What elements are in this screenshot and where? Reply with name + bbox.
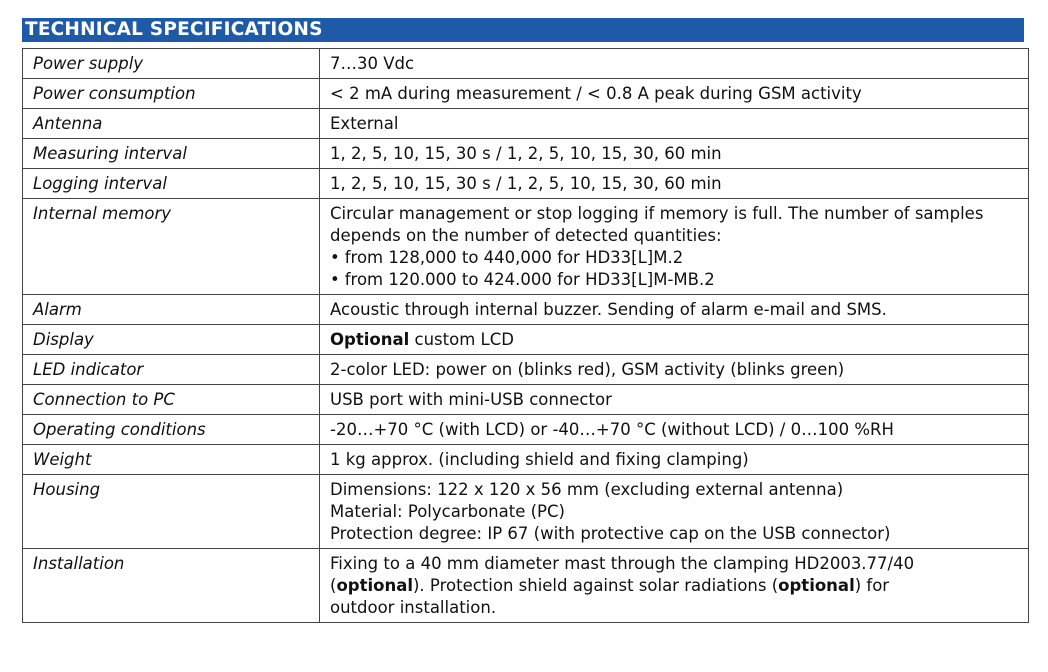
table-row [23,49,1029,79]
param-label: Weight [23,445,320,475]
param-label: Power supply [23,49,320,79]
param-value [320,199,1029,295]
table-row [23,325,1029,355]
param-label: Power consumption [23,79,320,109]
table-row [23,355,1029,385]
value-line: outdoor installation. [330,598,497,617]
technical-specifications-section [22,18,1024,623]
param-label: Logging interval [23,169,320,199]
table-row [23,79,1029,109]
value-line: USB port with mini-USB connector [330,390,612,409]
table-row [23,385,1029,415]
value-text: custom LCD [409,330,514,349]
bullet-item: • from 128,000 to 440,000 for HD33[L]M.2 [330,247,1028,269]
table-row [23,109,1029,139]
value-line: 7…30 Vdc [330,54,415,73]
param-value [320,445,1029,475]
value-line: 1, 2, 5, 10, 15, 30 s / 1, 2, 5, 10, 15, 30, 60 min [330,144,722,163]
param-label: Connection to PC [23,385,320,415]
value-text: ( [330,576,337,595]
param-value [320,109,1029,139]
value-line: Protection degree: IP 67 (with protective cap on the USB connector) [330,524,891,543]
optional-emphasis: Optional [330,330,410,349]
value-line: Acoustic through internal buzzer. Sending of alarm e-mail and SMS. [330,300,887,319]
param-value [320,169,1029,199]
value-line: 2-color LED: power on (blinks red), GSM activity (blinks green) [330,360,845,379]
optional-emphasis: optional [778,576,855,595]
table-row [23,199,1029,295]
param-value [320,549,1029,623]
param-label: Display [23,325,320,355]
optional-emphasis: optional [336,576,413,595]
param-value [320,295,1029,325]
table-row [23,415,1029,445]
value-line: Circular management or stop logging if memory is full. The number of samples [330,204,984,223]
param-label: Alarm [23,295,320,325]
section-title: TECHNICAL SPECIFICATIONS [22,18,1024,42]
spec-table [22,48,1029,623]
value-text: ). Protection shield against solar radiations ( [413,576,779,595]
bullet-item: • from 120.000 to 424.000 for HD33[L]M-MB.2 [330,269,1028,291]
param-value [320,355,1029,385]
param-label: LED indicator [23,355,320,385]
param-value [320,385,1029,415]
table-row [23,139,1029,169]
value-line: < 2 mA during measurement / < 0.8 A peak during GSM activity [330,84,862,103]
value-line: 1 kg approx. (including shield and fixing clamping) [330,450,749,469]
param-value [320,415,1029,445]
param-label: Installation [23,549,320,623]
value-line: External [330,114,399,133]
value-line: Material: Polycarbonate (PC) [330,502,565,521]
value-line: Dimensions: 122 x 120 x 56 mm (excluding external antenna) [330,480,844,499]
param-value [320,475,1029,549]
param-value [320,139,1029,169]
param-value [320,49,1029,79]
table-row [23,549,1029,623]
table-row [23,169,1029,199]
value-line: Fixing to a 40 mm diameter mast through the clamping HD2003.77/40 [330,554,915,573]
param-label: Internal memory [23,199,320,295]
param-value [320,325,1029,355]
value-text: ) for [854,576,890,595]
table-row [23,445,1029,475]
param-label: Antenna [23,109,320,139]
value-line: -20…+70 °C (with LCD) or -40…+70 °C (without LCD) / 0…100 %RH [330,420,894,439]
table-row [23,475,1029,549]
value-line: depends on the number of detected quantities: [330,226,722,245]
value-line [330,575,1028,597]
param-label: Operating conditions [23,415,320,445]
param-label: Measuring interval [23,139,320,169]
table-row [23,295,1029,325]
value-line: 1, 2, 5, 10, 15, 30 s / 1, 2, 5, 10, 15, 30, 60 min [330,174,722,193]
param-label: Housing [23,475,320,549]
param-value [320,79,1029,109]
value-line [330,329,1028,351]
